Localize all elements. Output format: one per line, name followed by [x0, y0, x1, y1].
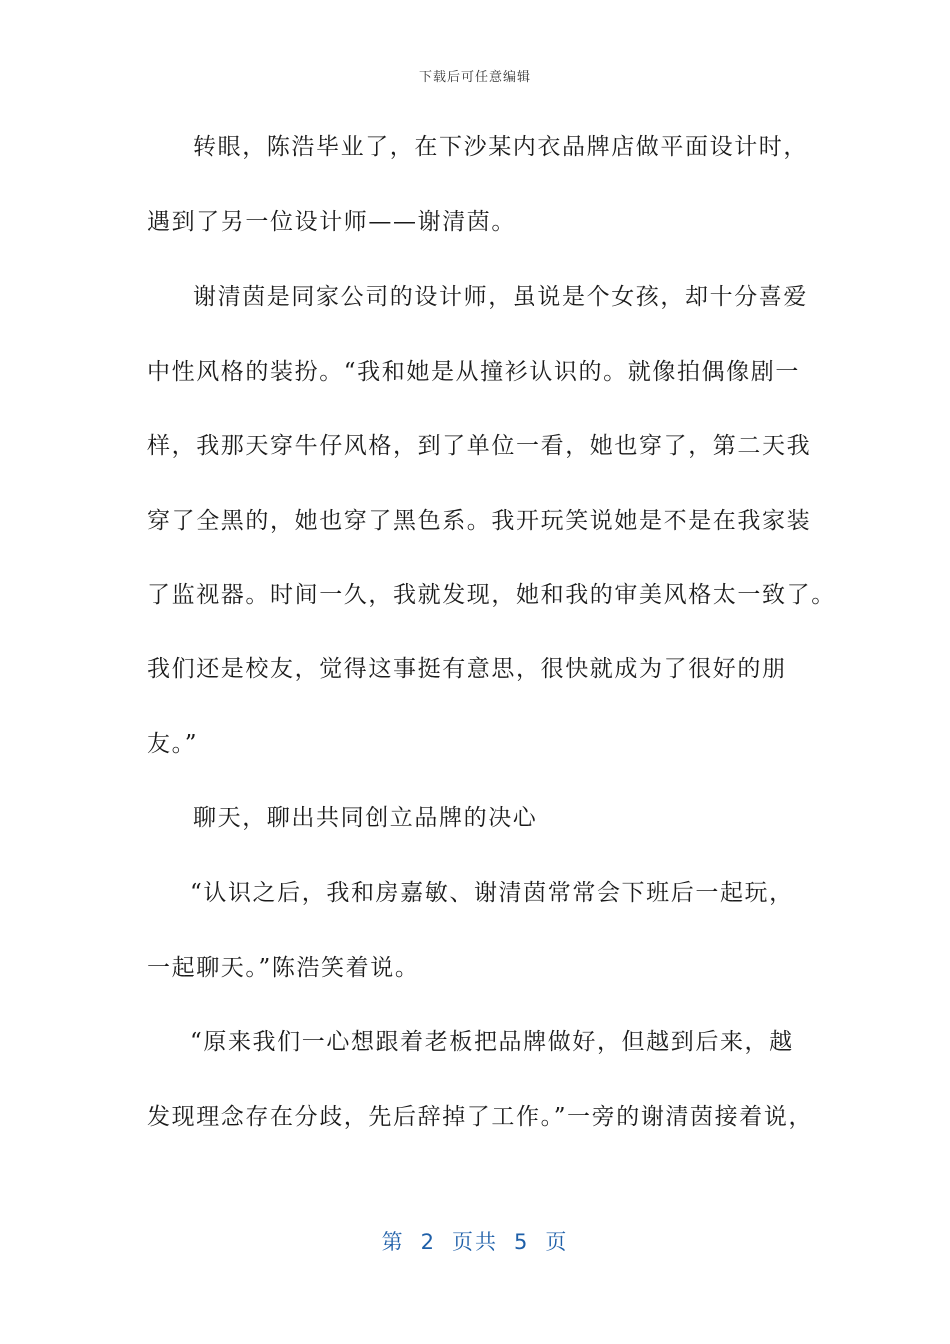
- paragraph-line: 遇到了另一位设计师——谢清茵。: [147, 209, 516, 235]
- footer-middle: 页共: [452, 1230, 498, 1254]
- footer-suffix: 页: [545, 1230, 569, 1254]
- paragraph-line: 谢清茵是同家公司的设计师，虽说是个女孩，却十分喜爱: [193, 284, 808, 310]
- paragraph-line: “原来我们一心想跟着老板把品牌做好，但越到后来，越: [190, 1029, 794, 1055]
- paragraph-line: 了监视器。时间一久，我就发现，她和我的审美风格太一致了。: [147, 582, 836, 608]
- paragraph-line: 我们还是校友，觉得这事挺有意思，很快就成为了很好的朋: [147, 656, 787, 682]
- footer-current-page: 2: [420, 1230, 436, 1254]
- page-header-note: 下载后可任意编辑: [418, 70, 531, 85]
- paragraph-line: 转眼，陈浩毕业了，在下沙某内衣品牌店做平面设计时，: [193, 134, 808, 160]
- section-heading: 聊天，聊出共同创立品牌的决心: [193, 805, 538, 831]
- page-number-footer: [0, 1226, 950, 1256]
- paragraph-line: 中性风格的装扮。“我和她是从撞衫认识的。就像拍偶像剧一: [147, 359, 800, 385]
- paragraph-line: 一起聊天。”陈浩笑着说。: [147, 955, 420, 981]
- paragraph-line: 穿了全黑的，她也穿了黑色系。我开玩笑说她是不是在我家装: [147, 508, 812, 534]
- paragraph-line: 发现理念存在分歧，先后辞掉了工作。”一旁的谢清茵接着说，: [147, 1104, 814, 1130]
- paragraph-line: 样，我那天穿牛仔风格，到了单位一看，她也穿了，第二天我: [147, 433, 812, 459]
- footer-prefix: 第: [381, 1230, 405, 1254]
- paragraph-line: “认识之后，我和房嘉敏、谢清茵常常会下班后一起玩，: [190, 880, 794, 906]
- footer-total-pages: 5: [514, 1230, 530, 1254]
- paragraph-line: 友。”: [147, 731, 199, 757]
